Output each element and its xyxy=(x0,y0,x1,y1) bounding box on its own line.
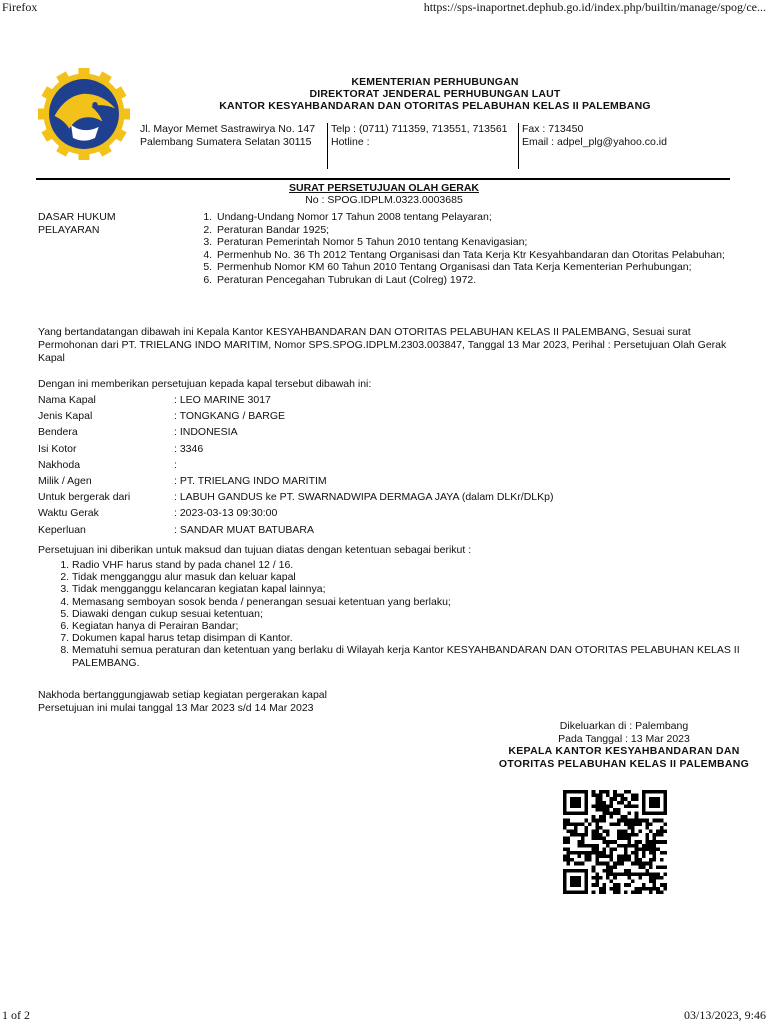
document-title-text: SURAT PERSETUJUAN OLAH GERAK xyxy=(289,182,479,194)
letterhead-title xyxy=(140,76,730,112)
field-label: Untuk bergerak dari xyxy=(38,491,131,504)
list-item: 5. Permenhub Nomor KM 60 Tahun 2010 Tentang Organisasi dan Tata Kerja Kementerian Perhubungan; xyxy=(215,261,755,274)
field-value: : LEO MARINE 3017 xyxy=(174,394,271,406)
field-row xyxy=(38,426,553,442)
signatory-title: KEPALA KANTOR KESYAHBANDARAN DAN OTORITAS PELABUHAN KELAS II PALEMBANG xyxy=(498,745,750,770)
phone-numbers: Telp : (0711) 711359, 713551, 713561 xyxy=(331,123,508,135)
field-row xyxy=(38,410,553,426)
field-label: Isi Kotor xyxy=(38,442,77,455)
legal-basis-label: DASAR HUKUM PELAYARAN xyxy=(38,211,116,236)
field-row xyxy=(38,443,553,459)
letterhead-line-3: KANTOR KESYAHBANDARAN DAN OTORITAS PELABUHAN KELAS II PALEMBANG xyxy=(219,100,651,112)
vessel-details xyxy=(38,394,553,540)
email-address: Email : adpel_plg@yahoo.co.id xyxy=(522,135,667,148)
page-indicator: 1 of 2 xyxy=(2,1008,30,1022)
letterhead-line-2: DIREKTORAT JENDERAL PERHUBUNGAN LAUT xyxy=(309,88,561,100)
office-fax-email xyxy=(518,123,732,169)
list-item: 6. Kegiatan hanya di Perairan Bandar; xyxy=(72,620,752,632)
field-row xyxy=(38,507,553,523)
list-item: 7. Dokumen kapal harus tetap disimpan di Kantor. xyxy=(72,632,752,644)
print-datetime: 03/13/2023, 9:46 xyxy=(683,1008,766,1022)
field-label: Nakhoda xyxy=(38,458,81,471)
field-value: : INDONESIA xyxy=(174,426,238,439)
browser-app-name: Firefox xyxy=(2,0,38,14)
conditions-intro: Persetujuan ini diberikan untuk maksud dan tujuan diatas dengan ketentuan sebagai berikut : xyxy=(38,544,472,556)
list-item: 3. Peraturan Pemerintah Nomor 5 Tahun 2010 tentang Kenavigasian; xyxy=(215,236,755,249)
field-label: Keperluan xyxy=(38,523,86,536)
field-label: Milik / Agen xyxy=(38,474,92,487)
list-item: 6. Peraturan Pencegahan Tubrukan di Laut (Colreg) 1972. xyxy=(215,274,755,287)
office-phone xyxy=(327,123,521,169)
document-number: No : SPOG.IDPLM.0323.0003685 xyxy=(305,194,463,206)
letterhead-line-1: KEMENTERIAN PERHUBUNGAN xyxy=(351,76,519,88)
field-row xyxy=(38,459,553,475)
field-value: : TONGKANG / BARGE xyxy=(174,410,286,423)
issued-place: Dikeluarkan di : Palembang xyxy=(559,720,689,732)
field-value: : xyxy=(174,458,177,471)
office-address: Jl. Mayor Memet Sastrawirya No. 147 Palembang Sumatera Selatan 30115 xyxy=(140,123,316,148)
list-item: 1. Undang-Undang Nomor 17 Tahun 2008 tentang Pelayaran; xyxy=(215,211,755,224)
field-row xyxy=(38,524,553,540)
field-value: : 3346 xyxy=(174,442,204,455)
closing-notes xyxy=(38,689,327,715)
list-item: 2. Peraturan Bandar 1925; xyxy=(215,224,755,237)
qr-code-icon xyxy=(563,790,667,894)
conditions-list xyxy=(56,559,752,669)
field-label: Nama Kapal xyxy=(38,394,96,406)
field-value: : LABUH GANDUS ke PT. SWARNADWIPA DERMAGA JAYA (dalam DLKr/DLKp) xyxy=(174,491,554,504)
closing-line-2: Persetujuan ini mulai tanggal 13 Mar 2023 s/d 14 Mar 2023 xyxy=(38,702,314,714)
fax-number: Fax : 713450 xyxy=(522,123,584,135)
field-row xyxy=(38,491,553,507)
field-row xyxy=(38,394,553,410)
ministry-logo-icon xyxy=(38,68,130,160)
field-label: Jenis Kapal xyxy=(38,410,93,423)
field-label: Bendera xyxy=(38,426,78,439)
list-item: 4. Memasang semboyan sosok benda / penerangan sesuai ketentuan yang berlaku; xyxy=(72,596,752,608)
document-title xyxy=(0,182,768,194)
closing-line-1: Nakhoda bertanggungjawab setiap kegiatan pergerakan kapal xyxy=(38,689,327,701)
field-label: Waktu Gerak xyxy=(38,507,99,520)
letterhead-divider xyxy=(36,178,730,180)
legal-basis-list xyxy=(198,211,755,286)
hotline: Hotline : xyxy=(331,135,370,148)
field-value: : SANDAR MUAT BATUBARA xyxy=(174,523,315,536)
page-url: https://sps-inaportnet.dephub.go.id/index.php/builtin/manage/spog/ce... xyxy=(423,0,766,14)
list-item: 8. Mematuhi semua peraturan dan ketentuan yang berlaku di Wilayah kerja Kantor KESYAHBANDARAN DAN OTORITAS PELABUHAN KELAS II PALEMBANG. xyxy=(72,644,752,668)
signature-block xyxy=(474,720,768,770)
list-item: 2. Tidak mengganggu alur masuk dan keluar kapal xyxy=(72,571,752,583)
statement-paragraph: Yang bertandatangan dibawah ini Kepala Kantor KESYAHBANDARAN DAN OTORITAS PELABUHAN KELAS II PALEMBANG, Sesuai surat Permohonan dari PT. TRIELANG INDO MARITIM, Nomor SPS.SPOG.IDPLM.2303.003847, Tanggal 13 Mar 2023, Perihal : Persetujuan Olah Gerak Kapal xyxy=(38,326,727,364)
list-item: 3. Tidak mengganggu kelancaran kegiatan kapal lainnya; xyxy=(72,583,752,595)
list-item: 5. Diawaki dengan cukup sesuai ketentuan; xyxy=(72,608,752,620)
list-item: 1. Radio VHF harus stand by pada chanel 12 / 16. xyxy=(72,559,752,571)
issued-date: Pada Tanggal : 13 Mar 2023 xyxy=(558,732,690,745)
field-value: : PT. TRIELANG INDO MARITIM xyxy=(174,474,327,487)
field-value: : 2023-03-13 09:30:00 xyxy=(174,507,278,520)
list-item: 4. Permenhub No. 36 Th 2012 Tentang Organisasi dan Tata Kerja Ktr Kesyahbandaran dan Otoritas Pelabuhan; xyxy=(215,249,755,262)
approval-intro: Dengan ini memberikan persetujuan kepada kapal tersebut dibawah ini: xyxy=(38,378,372,390)
field-row xyxy=(38,475,553,491)
